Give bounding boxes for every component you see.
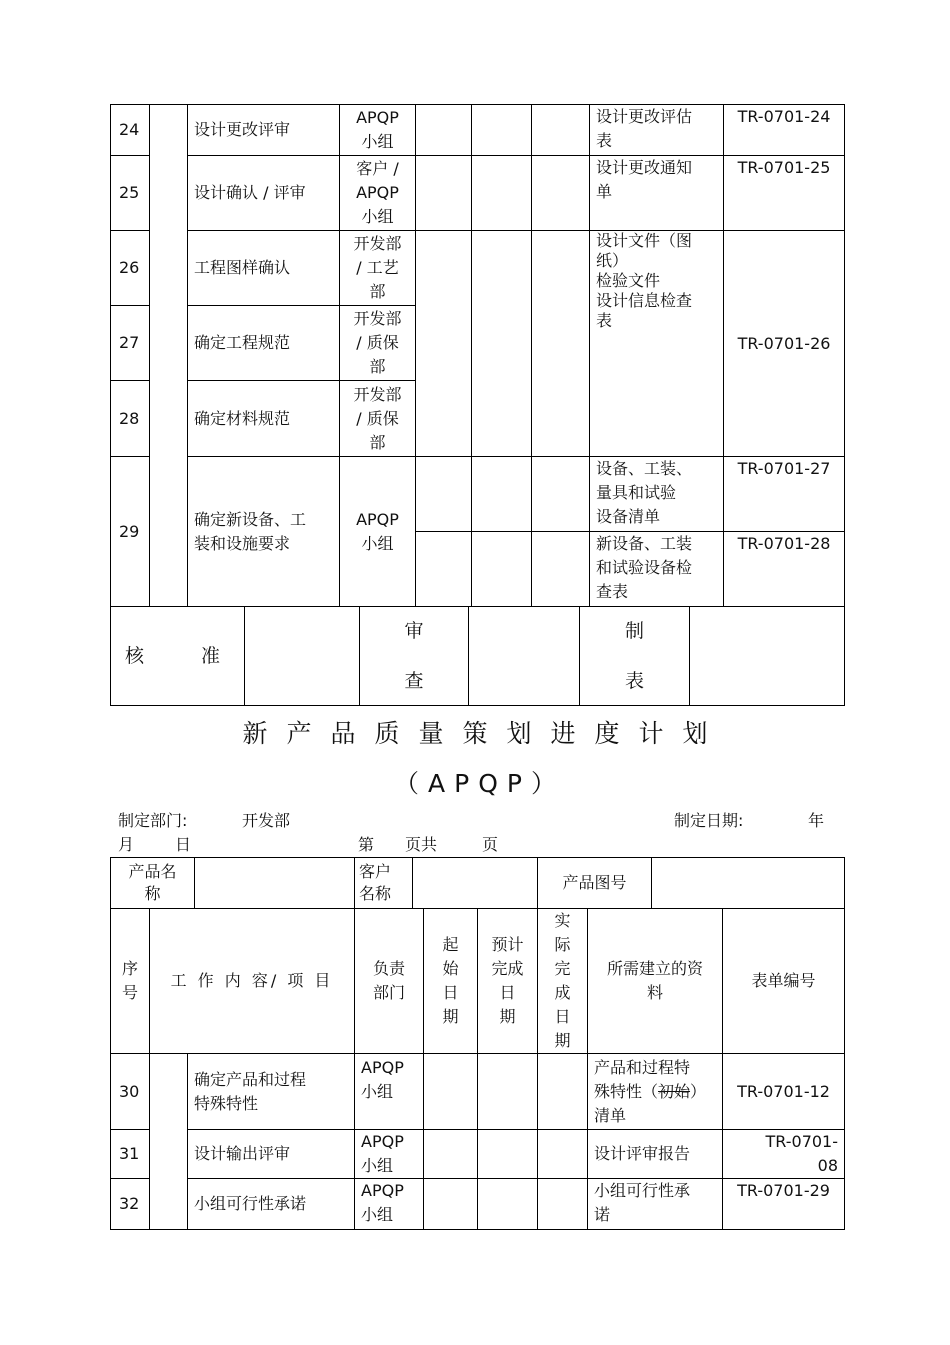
header-start-date: 起 始 日 期: [424, 909, 478, 1054]
start-date-cell: [416, 156, 472, 231]
form-number-cell: TR-0701-29: [723, 1179, 845, 1230]
actual-date-cell: [532, 156, 590, 231]
prepare-sign-field[interactable]: [690, 607, 845, 706]
actual-date-cell: [532, 457, 590, 532]
date-day: 日: [175, 835, 192, 854]
owner-cell: APQP 小组: [340, 105, 416, 156]
prepare-label: [580, 607, 690, 706]
page-of: 页共: [405, 835, 438, 854]
form-number-cell: TR-0701-24: [724, 105, 845, 156]
owner-cell: 客户 / APQP 小组: [340, 156, 416, 231]
header-actual-date: 实 际 完 成 日 期: [538, 909, 588, 1054]
docs-text-part-1: 产品和过程特 殊特性（: [594, 1057, 691, 1101]
owner-cell: APQP 小组: [355, 1179, 424, 1230]
form-number-cell: TR-0701-12: [723, 1054, 845, 1130]
row-number: 32: [111, 1179, 150, 1230]
start-date-cell: [424, 1130, 478, 1179]
table-row: [111, 457, 845, 532]
dept-label: 制定部门:: [118, 811, 188, 830]
plan-date-cell: [472, 231, 532, 457]
review-label: [360, 607, 469, 706]
actual-date-cell: [538, 1179, 588, 1230]
row-number: 30: [111, 1054, 150, 1130]
docs-text-part-2: ） 清单: [594, 1081, 707, 1125]
prepare-label-char-1: 制: [624, 620, 644, 642]
plan-date-cell: [472, 156, 532, 231]
task-cell: 工程图样确认: [188, 231, 340, 306]
actual-date-cell: [538, 1130, 588, 1179]
schedule-table-continued: [110, 104, 845, 607]
header-form-number: 表单编号: [723, 909, 845, 1054]
table-row: [111, 607, 845, 706]
customer-name-field[interactable]: [413, 858, 538, 909]
approve-sign-field[interactable]: [245, 607, 360, 706]
row-number: 29: [111, 457, 150, 607]
docs-cell: 设备、工装、 量具和试验 设备清单: [590, 457, 724, 532]
table-header-row: [111, 909, 845, 1054]
row-number: 26: [111, 231, 150, 306]
start-date-cell: [416, 457, 472, 532]
row-number: 25: [111, 156, 150, 231]
docs-struck-text: 初始: [658, 1081, 691, 1101]
header-docs: 所需建立的资 料: [588, 909, 723, 1054]
product-drawing-field[interactable]: [652, 858, 845, 909]
docs-cell: [588, 1054, 723, 1130]
start-date-cell: [424, 1179, 478, 1230]
customer-name-label: 客户 名称: [355, 858, 413, 909]
task-cell: 小组可行性承诺: [188, 1179, 355, 1230]
group-cell: [150, 105, 188, 607]
docs-cell: 新设备、工装 和试验设备检 查表: [590, 532, 724, 607]
header-plan-date: 预计 完成 日 期: [478, 909, 538, 1054]
signature-table: [110, 606, 845, 706]
start-date-cell: [416, 105, 472, 156]
plan-date-cell: [478, 1130, 538, 1179]
document-title: 新产品质量策划进度计划: [242, 719, 727, 748]
dept-value: 开发部: [242, 811, 291, 830]
owner-cell: 开发部 / 工艺 部: [340, 231, 416, 306]
table-row: [111, 1179, 845, 1230]
actual-date-cell: [532, 532, 590, 607]
start-date-cell: [424, 1054, 478, 1130]
row-number: 28: [111, 381, 150, 457]
form-number-cell: TR-0701-28: [724, 532, 845, 607]
header-owner: 负责 部门: [355, 909, 424, 1054]
product-drawing-label: 产品图号: [538, 858, 652, 909]
header-task: 工 作 内 容/ 项 目: [150, 909, 355, 1054]
form-number-cell: TR-0701-27: [724, 457, 845, 532]
docs-cell: 设计评审报告: [588, 1130, 723, 1179]
start-date-cell: [416, 231, 472, 457]
owner-cell: APQP 小组: [355, 1130, 424, 1179]
owner-cell: APQP 小组: [355, 1054, 424, 1130]
date-label: 制定日期:: [674, 811, 744, 830]
product-name-field[interactable]: [195, 858, 355, 909]
docs-cell: 小组可行性承 诺: [588, 1179, 723, 1230]
form-number-cell: TR-0701-26: [724, 231, 845, 457]
task-cell: 设计确认 / 评审: [188, 156, 340, 231]
owner-cell: APQP 小组: [340, 457, 416, 607]
actual-date-cell: [532, 105, 590, 156]
date-month: 月: [118, 835, 135, 854]
page-suffix: 页: [482, 835, 499, 854]
row-number: 27: [111, 306, 150, 381]
plan-date-cell: [478, 1054, 538, 1130]
schedule-table: [110, 908, 845, 1230]
plan-date-cell: [472, 105, 532, 156]
row-number: 24: [111, 105, 150, 156]
product-info-table: [110, 857, 845, 909]
date-year: 年: [808, 811, 825, 830]
task-cell: 设计输出评审: [188, 1130, 355, 1179]
table-row: [111, 1130, 845, 1179]
start-date-cell: [416, 532, 472, 607]
task-cell: 确定材料规范: [188, 381, 340, 457]
plan-date-cell: [478, 1179, 538, 1230]
form-number-cell: TR-0701-25: [724, 156, 845, 231]
table-row: [111, 105, 845, 156]
owner-cell: 开发部 / 质保 部: [340, 381, 416, 457]
product-name-label: 产品名 称: [111, 858, 195, 909]
form-number-cell: TR-0701- 08: [723, 1130, 845, 1179]
docs-cell: 设计更改通知 单: [590, 156, 724, 231]
actual-date-cell: [538, 1054, 588, 1130]
review-label-char-2: 查: [404, 670, 424, 692]
table-row: [111, 156, 845, 231]
page-prefix: 第: [358, 835, 375, 854]
approve-label: 核 准: [111, 607, 245, 706]
task-cell: 确定新设备、工 装和设施要求: [188, 457, 340, 607]
review-sign-field[interactable]: [469, 607, 580, 706]
header-no: 序 号: [111, 909, 150, 1054]
task-cell: 确定工程规范: [188, 306, 340, 381]
task-cell: 设计更改评审: [188, 105, 340, 156]
document-subtitle: （APQP）: [394, 769, 565, 798]
table-row: [111, 231, 845, 306]
plan-date-cell: [472, 532, 532, 607]
table-row: [111, 858, 845, 909]
group-cell: [150, 1054, 188, 1230]
docs-cell: 设计文件（图 纸） 检验文件 设计信息检查 表: [590, 231, 724, 457]
row-number: 31: [111, 1130, 150, 1179]
review-label-char-1: 审: [404, 620, 424, 642]
docs-cell: 设计更改评估 表: [590, 105, 724, 156]
owner-cell: 开发部 / 质保 部: [340, 306, 416, 381]
plan-date-cell: [472, 457, 532, 532]
prepare-label-char-2: 表: [624, 670, 644, 692]
task-cell: 确定产品和过程 特殊特性: [188, 1054, 355, 1130]
table-row: [111, 1054, 845, 1130]
actual-date-cell: [532, 231, 590, 457]
